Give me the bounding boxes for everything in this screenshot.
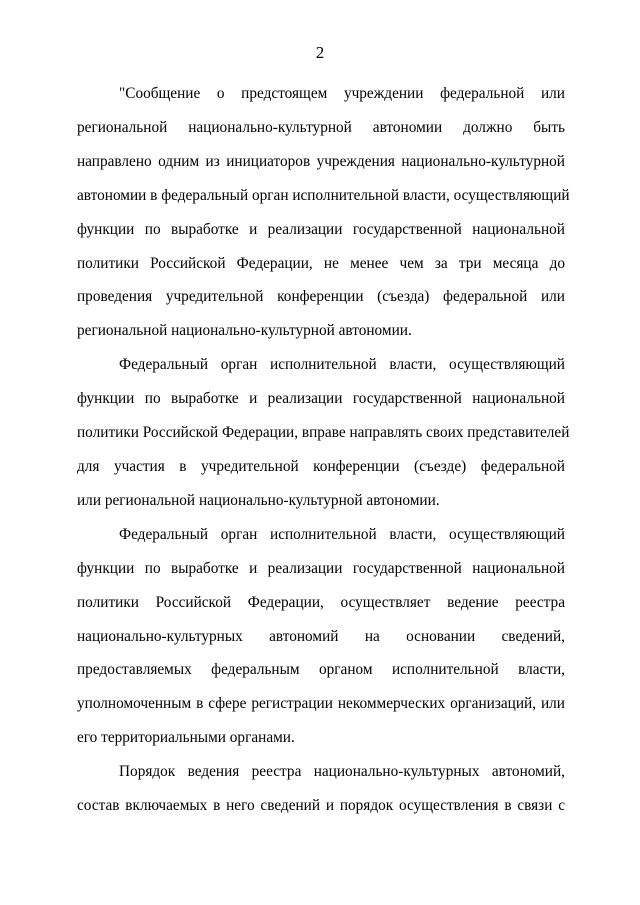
paragraph-line: направлено одним из инициаторов учреждения национально-культурной — [77, 152, 565, 170]
paragraph-line: состав включаемых в него сведений и порядок осуществления в связи с — [77, 797, 565, 815]
paragraph-line: уполномоченным в сфере регистрации некоммерческих организаций, или — [77, 695, 565, 713]
paragraph-4 — [77, 755, 565, 823]
paragraph-line: национально-культурных автономий на основании сведений, — [77, 627, 565, 645]
paragraph-line: политики Российской Федерации, осуществляет ведение реестра — [77, 593, 565, 611]
paragraph-line: политики Российской Федерации, вправе направлять своих представителей — [77, 424, 570, 442]
paragraph-line: проведения учредительной конференции (съезда) федеральной или — [77, 288, 565, 306]
paragraph-line: автономии в федеральный орган исполнительной власти, осуществляющий — [77, 186, 570, 204]
paragraph-line: или региональной национально-культурной автономии. — [77, 491, 440, 509]
paragraph-3 — [77, 518, 565, 755]
paragraph-line: функции по выработке и реализации государственной национальной — [77, 559, 565, 577]
paragraph-line: региональной национально-культурной автономии. — [77, 322, 412, 340]
paragraph-line: его территориальными органами. — [77, 729, 295, 747]
paragraph-line: предоставляемых федеральным органом исполнительной власти, — [77, 661, 565, 679]
page-number: 2 — [315, 43, 325, 62]
paragraph-line: Порядок ведения реестра национально-культурных автономий, — [119, 763, 565, 781]
document-body — [77, 77, 570, 823]
paragraph-line: для участия в учредительной конференции (съезде) федеральной — [77, 457, 565, 475]
paragraph-line: функции по выработке и реализации государственной национальной — [77, 390, 565, 408]
paragraph-line: политики Российской Федерации, не менее чем за три месяца до — [77, 254, 565, 272]
paragraph-2 — [77, 348, 570, 518]
paragraph-line: Федеральный орган исполнительной власти, осуществляющий — [119, 525, 565, 543]
paragraph-line: региональной национально-культурной автономии должно быть — [77, 118, 565, 136]
paragraph-line: "Сообщение о предстоящем учреждении федеральной или — [119, 85, 565, 102]
paragraph-line: функции по выработке и реализации государственной национальной — [77, 220, 565, 238]
paragraph-1 — [77, 77, 570, 348]
paragraph-line: Федеральный орган исполнительной власти, осуществляющий — [119, 356, 565, 374]
